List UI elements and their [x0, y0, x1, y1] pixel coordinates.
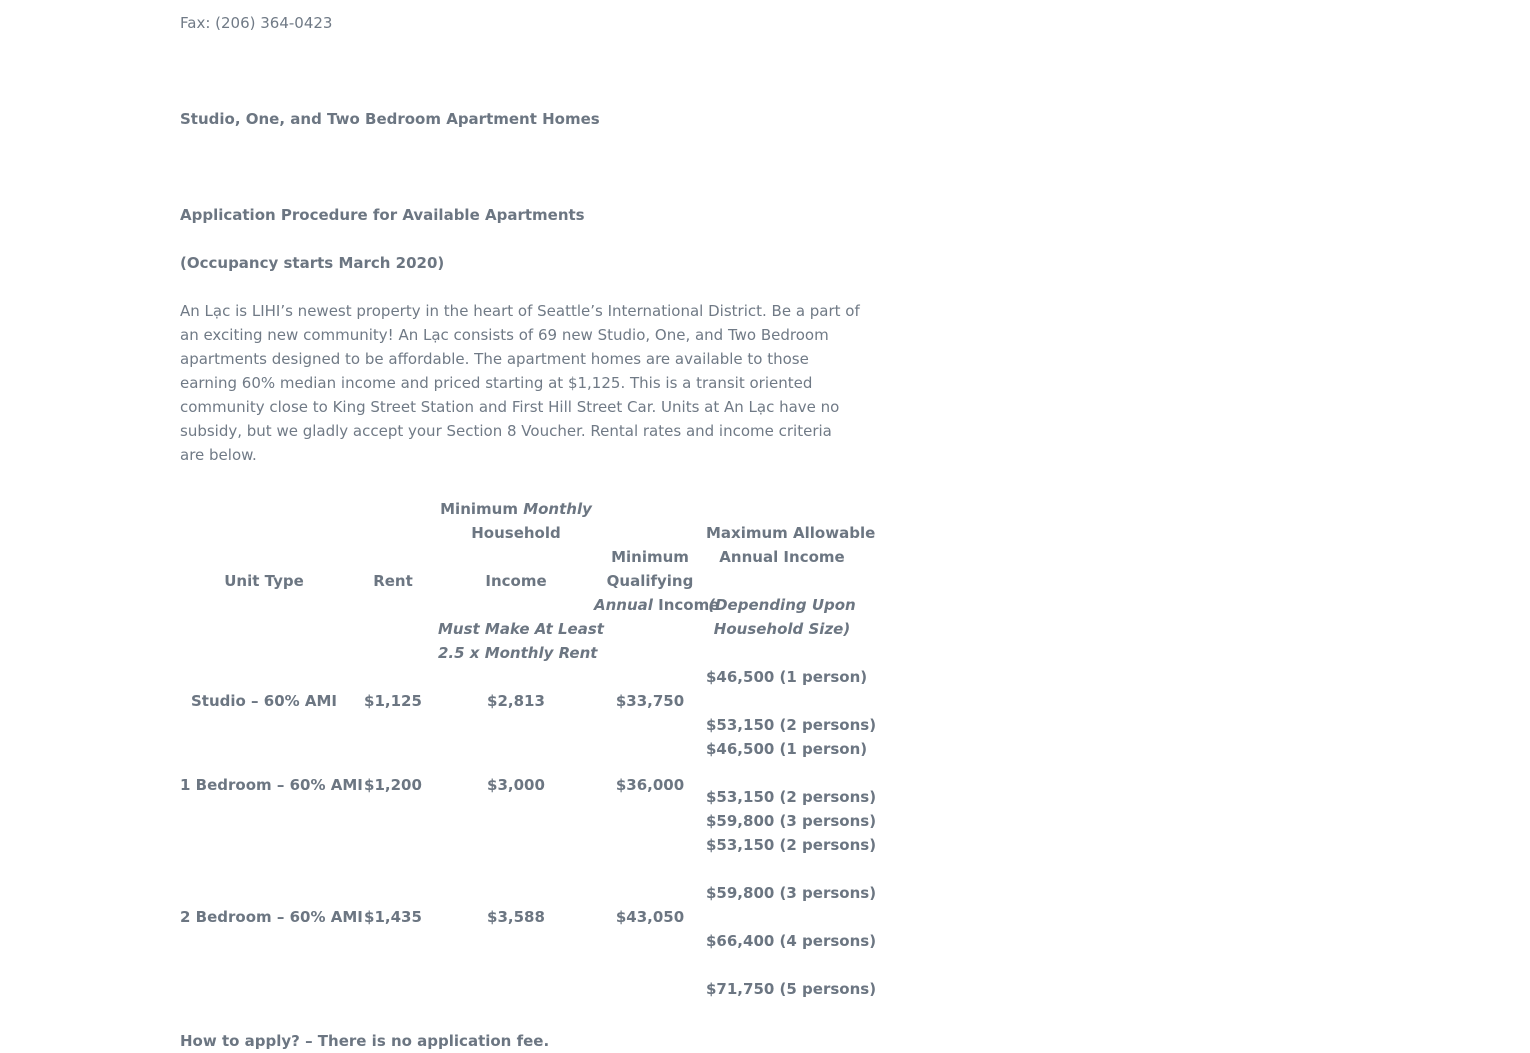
row-1br-min-annual: $36,000	[615, 776, 685, 794]
row-2br-max-3: $66,400 (4 persons)	[706, 932, 877, 950]
how-to-apply-heading: How to apply? – There is no application fee.	[180, 1032, 550, 1050]
row-1br-unit: 1 Bedroom – 60% AMI	[180, 776, 363, 794]
header-max-line1: Maximum Allowable	[706, 524, 876, 542]
header-min-monthly-line2: Household	[471, 524, 561, 542]
row-studio-max-2: $53,150 (2 persons)	[706, 716, 877, 734]
header-min-annual-line2: Qualifying	[606, 572, 694, 590]
header-min-monthly-line4: Must Make At Least	[438, 620, 604, 638]
row-1br-max-2: $53,150 (2 persons)	[706, 788, 877, 806]
row-studio-max-1: $46,500 (1 person)	[706, 668, 868, 686]
header-max-line4: Household Size)	[713, 620, 851, 638]
header-rent: Rent	[373, 572, 413, 590]
header-max-line3: (Depending Upon	[708, 596, 856, 614]
header-max-line2: Annual Income	[719, 548, 845, 566]
row-2br-rent: $1,435	[364, 908, 422, 926]
header-unit-type: Unit Type	[224, 572, 304, 590]
row-1br-max-3: $59,800 (3 persons)	[706, 812, 877, 830]
fax-number: Fax: (206) 364-0423	[180, 14, 333, 32]
row-2br-unit: 2 Bedroom – 60% AMI	[180, 908, 363, 926]
header-min-monthly-line5: 2.5 x Monthly Rent	[438, 644, 598, 662]
row-1br-rent: $1,200	[364, 776, 422, 794]
headline: Studio, One, and Two Bedroom Apartment Homes	[180, 110, 600, 128]
row-2br-min-monthly: $3,588	[487, 908, 545, 926]
row-studio-min-annual: $33,750	[615, 692, 685, 710]
row-studio-min-monthly: $2,813	[487, 692, 545, 710]
row-studio-unit: Studio – 60% AMI	[190, 692, 338, 710]
intro-paragraph: An Lạc is LIHI’s newest property in the heart of Seattle’s International District. Be a part of an exciting new community! An Lạc consists of 69 new Studio, One, and Two Bedroom apartments designed to be affordable. The apartment homes are available to those earning 60% median income and priced starting at $1,125. This is a transit oriented community close to King Street Station and First Hill Street Car. Units at An Lạc have no subsidy, but we gladly accept your Section 8 Voucher. Rental rates and income criteria are below.	[180, 302, 860, 464]
header-min-annual-line1: Minimum	[611, 548, 689, 566]
row-2br-min-annual: $43,050	[615, 908, 685, 926]
row-2br-max-4: $71,750 (5 persons)	[706, 980, 877, 998]
header-min-monthly-line1: Minimum Monthly	[440, 500, 592, 518]
row-1br-min-monthly: $3,000	[487, 776, 545, 794]
row-2br-max-2: $59,800 (3 persons)	[706, 884, 877, 902]
header-min-annual-line3: Annual Income	[594, 596, 720, 614]
procedure-title: Application Procedure for Available Apartments	[180, 206, 585, 224]
row-1br-max-1: $46,500 (1 person)	[706, 740, 868, 758]
header-min-monthly-line3: Income	[485, 572, 547, 590]
occupancy-note: (Occupancy starts March 2020)	[180, 254, 445, 272]
row-studio-rent: $1,125	[364, 692, 422, 710]
row-2br-max-1: $53,150 (2 persons)	[706, 836, 877, 854]
